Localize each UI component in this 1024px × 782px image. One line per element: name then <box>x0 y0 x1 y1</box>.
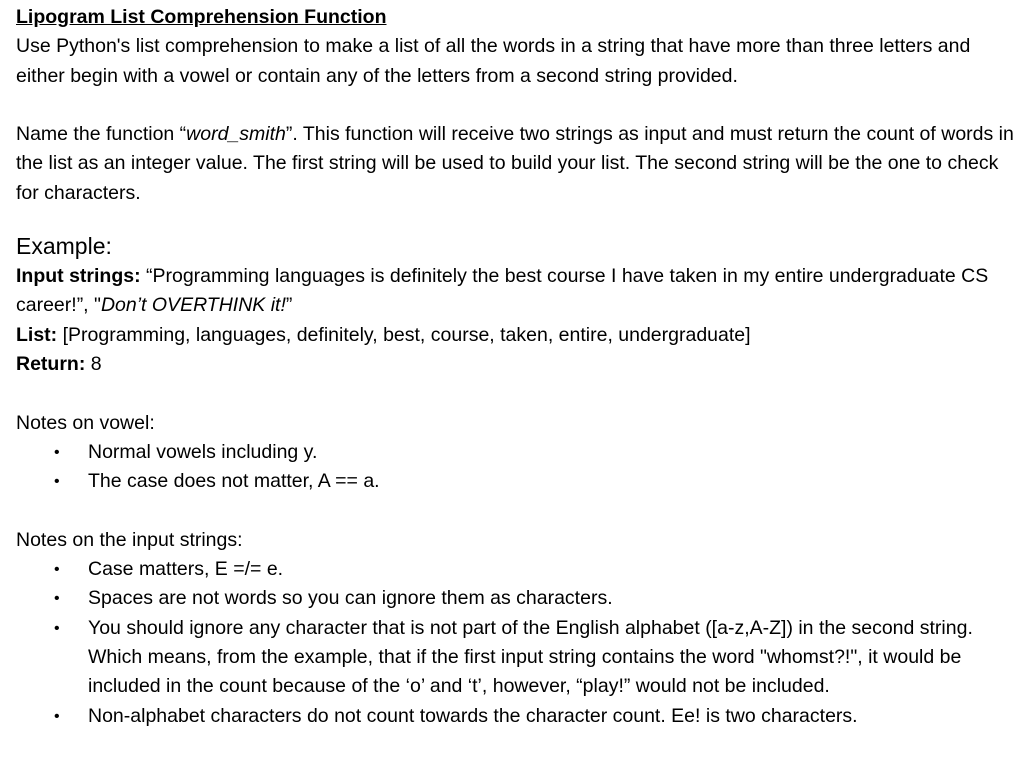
return-value: 8 <box>85 352 102 375</box>
description-prefix: Name the function “ <box>16 123 187 146</box>
list-label: List: <box>16 323 58 346</box>
intro-paragraph: Use Python's list comprehension to make a list of all the words in a string that have more than three letters and either begin with a vowel or contain any of the letters from a second string provided. <box>16 35 971 87</box>
bullet-icon: • <box>54 707 60 725</box>
bullet-icon: • <box>54 473 60 491</box>
input-notes-list <box>16 555 1024 731</box>
list-item <box>16 614 1024 702</box>
input-value-1: “Programming languages is definitely the best course I have taken in my entire undergraduate CS career!”, " <box>16 265 989 317</box>
return-label: Return: <box>16 352 86 375</box>
bullet-icon: • <box>54 619 60 637</box>
description-paragraph <box>16 120 1024 208</box>
list-item <box>16 467 1024 496</box>
function-name: word_smith <box>186 123 286 146</box>
description-suffix: ”. This function will receive two strings as input and must return the count of words in the list as an integer value. The first string will be used to build your list. The second string will be the one to check for characters. <box>16 123 1014 204</box>
input-value-2: Don’t OVERTHINK it! <box>100 294 286 317</box>
list-item <box>16 438 1024 467</box>
list-item <box>16 702 1024 731</box>
example-input-line <box>16 262 1024 321</box>
list-item <box>16 555 1024 584</box>
example-heading: Example: <box>16 233 112 260</box>
input-value-3: ” <box>285 294 293 317</box>
spacer <box>16 496 1024 525</box>
document-title: Lipogram List Comprehension Function <box>16 6 387 28</box>
spacer <box>16 208 1024 228</box>
list-value: [Programming, languages, definitely, best, course, taken, entire, undergraduate] <box>57 323 751 346</box>
list-item-text: Spaces are not words so you can ignore them as characters. <box>88 587 613 610</box>
spacer <box>16 91 1024 120</box>
list-item-text: The case does not matter, A == a. <box>88 470 380 493</box>
list-item-text: Normal vowels including y. <box>88 440 318 463</box>
bullet-icon: • <box>54 590 60 608</box>
vowel-notes-heading: Notes on vowel: <box>16 411 155 434</box>
list-item <box>16 584 1024 613</box>
example-return-line <box>16 350 1024 379</box>
input-label: Input strings: <box>16 265 141 288</box>
list-item-text: You should ignore any character that is not part of the English alphabet ([a-z,A-Z]) in the second string. Which means, from the example, that if the first input string contains the word "whomst?!", it would be included in the count because of the ‘o’ and ‘t’, however, “play!” would not be included. <box>88 616 973 698</box>
spacer <box>16 379 1024 408</box>
example-list-line <box>16 321 1024 350</box>
bullet-icon: • <box>54 443 60 461</box>
list-item-text: Case matters, E =/= e. <box>88 558 284 581</box>
vowel-notes-list <box>16 438 1024 497</box>
bullet-icon: • <box>54 561 60 579</box>
list-item-text: Non-alphabet characters do not count towards the character count. Ee! is two characters. <box>88 704 858 727</box>
input-notes-heading: Notes on the input strings: <box>16 528 243 551</box>
